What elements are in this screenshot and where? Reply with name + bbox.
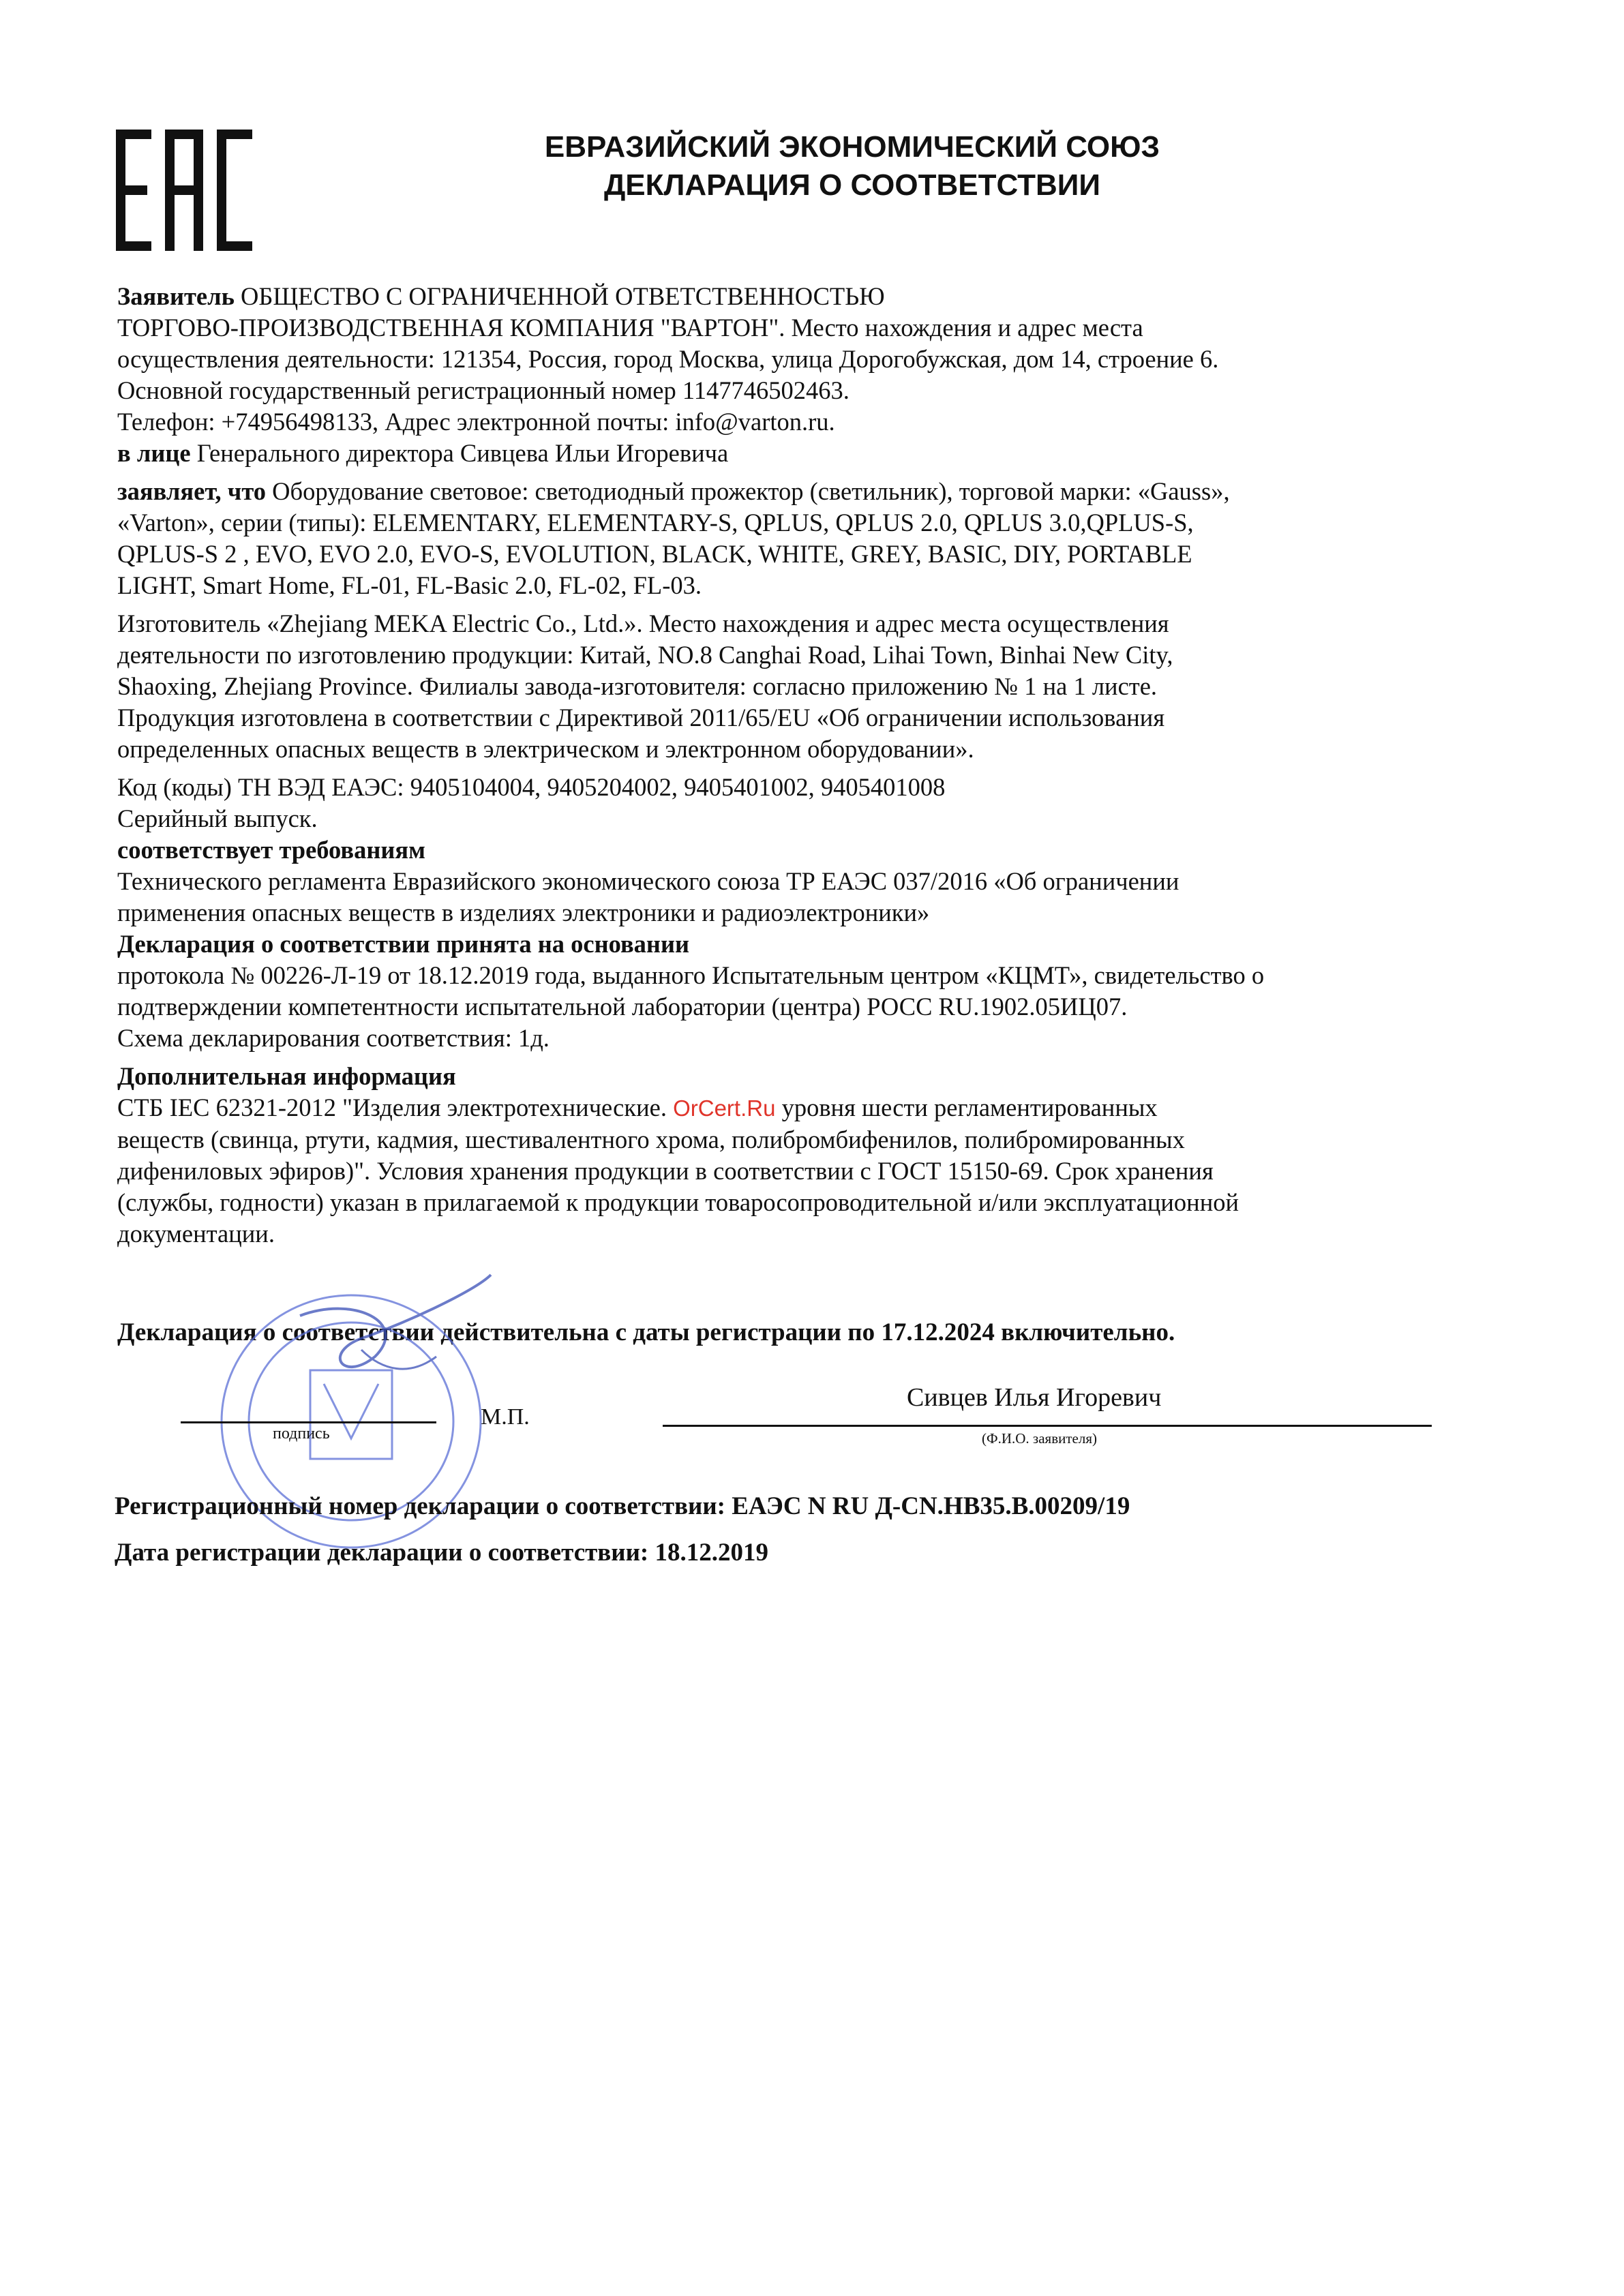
header-title: ДЕКЛАРАЦИЯ О СООТВЕТСТВИИ [603,168,1101,202]
declares-label: заявляет, что [117,477,267,505]
requirements-line: Технического регламента Евразийского экономического союза ТР ЕАЭС 037/2016 «Об ограничении [117,867,1179,895]
additional-line: СТБ IEC 62321-2012 "Изделия электротехнические. [117,1093,674,1121]
manufacturer-section [117,608,1515,765]
applicant-line: Телефон: +74956498133, Адрес электронной почты: info@varton.ru. [117,408,835,436]
declares-line: Оборудование световое: светодиодный прожектор (светильник), торговой марки: «Gauss», [266,477,1230,505]
watermark-text: OrCert.Ru [673,1096,776,1121]
basis-line: Схема декларирования соответствия: 1д. [117,1024,550,1052]
requirements-heading: соответствует требованиям [117,836,426,864]
name-line [663,1425,1432,1427]
validity-statement: Декларация о соответствии действительна с даты регистрации по 17.12.2024 включительно. [117,1318,1175,1346]
manufacturer-line: определенных опасных веществ в электрическом и электронном оборудовании». [117,735,974,763]
additional-heading: Дополнительная информация [117,1062,456,1090]
additional-line: (службы, годности) указан в прилагаемой к продукции товаросопроводительной и/или эксплуатационной [117,1188,1239,1216]
declaration-body [117,281,1515,1256]
tnved-codes: Код (коды) ТН ВЭД ЕАЭС: 9405104004, 9405204002, 9405401002, 9405401008 [117,773,946,801]
manufacturer-line: Shaoxing, Zhejiang Province. Филиалы завода-изготовителя: согласно приложению № 1 на 1 листе. [117,672,1158,700]
applicant-line: осуществления деятельности: 121354, Россия, город Москва, улица Дорогобужская, дом 14, строение 6. [117,345,1219,373]
serial-release: Серийный выпуск. [117,804,318,832]
declares-line: LIGHT, Smart Home, FL-01, FL-Basic 2.0, FL-02, FL-03. [117,571,702,599]
basis-section [117,928,1515,1054]
additional-line: веществ (свинца, ртути, кадмия, шестивалентного хрома, полибромбифенилов, полибромированных [117,1126,1185,1153]
requirements-line: применения опасных веществ в изделиях электроники и радиоэлектроники» [117,898,930,926]
manufacturer-line: деятельности по изготовлению продукции: Китай, NO.8 Canghai Road, Lihai Town, Binhai New City, [117,641,1173,669]
representative-label: в лице [117,439,191,467]
manufacturer-line: Изготовитель «Zhejiang MEKA Electric Co., Ltd.». Место нахождения и адрес места осуществления [117,609,1169,637]
declares-line: QPLUS-S 2 , EVO, EVO 2.0, EVO-S, EVOLUTION, BLACK, WHITE, GREY, BASIC, DIY, PORTABLE [117,540,1192,568]
stamp-place-label: М.П. [481,1404,530,1430]
document-header [382,128,1323,205]
representative-text: Генерального директора Сивцева Ильи Игоревича [190,439,729,467]
registration-number: Регистрационный номер декларации о соответствии: ЕАЭС N RU Д-CN.НВ35.В.00209/19 [115,1492,1130,1520]
declares-section [117,476,1515,601]
applicant-name: ОБЩЕСТВО С ОГРАНИЧЕННОЙ ОТВЕТСТВЕННОСТЬЮ [234,282,885,310]
signer-name: Сивцев Илья Игоревич [907,1383,1162,1412]
manufacturer-line: Продукция изготовлена в соответствии с Директивой 2011/65/EU «Об ограничении использования [117,704,1165,731]
basis-line: протокола № 00226-Л-19 от 18.12.2019 года, выданного Испытательным центром «КЦМТ», свидетельство о [117,961,1265,989]
fio-caption: (Ф.И.О. заявителя) [982,1430,1097,1447]
additional-line: документации. [117,1220,275,1248]
applicant-section [117,281,1515,469]
additional-section [117,1061,1515,1250]
applicant-line: ТОРГОВО-ПРОИЗВОДСТВЕННАЯ КОМПАНИЯ "ВАРТОН". Место нахождения и адрес места [117,314,1143,342]
registration-date: Дата регистрации декларации о соответствии: 18.12.2019 [115,1539,769,1567]
additional-line: уровня шести регламентированных [775,1093,1158,1121]
applicant-line: Основной государственный регистрационный номер 1147746502463. [117,376,849,404]
eac-logo [116,130,252,251]
basis-line: подтверждении компетентности испытательной лаборатории (центра) РОСС RU.1902.05ИЦ07. [117,993,1128,1021]
requirements-section [117,834,1515,928]
basis-heading: Декларация о соответствии принята на основании [117,930,690,958]
applicant-label: Заявитель [117,282,235,310]
additional-line: дифениловых эфиров)". Условия хранения продукции в соответствии с ГОСТ 15150-69. Срок хранения [117,1157,1214,1185]
header-union: ЕВРАЗИЙСКИЙ ЭКОНОМИЧЕСКИЙ СОЮЗ [544,130,1160,164]
signature-caption: подпись [273,1425,330,1442]
signature-line [181,1421,436,1423]
codes-section [117,772,1515,834]
declares-line: «Varton», серии (типы): ELEMENTARY, ELEMENTARY-S, QPLUS, QPLUS 2.0, QPLUS 3.0,QPLUS-S, [117,509,1194,537]
